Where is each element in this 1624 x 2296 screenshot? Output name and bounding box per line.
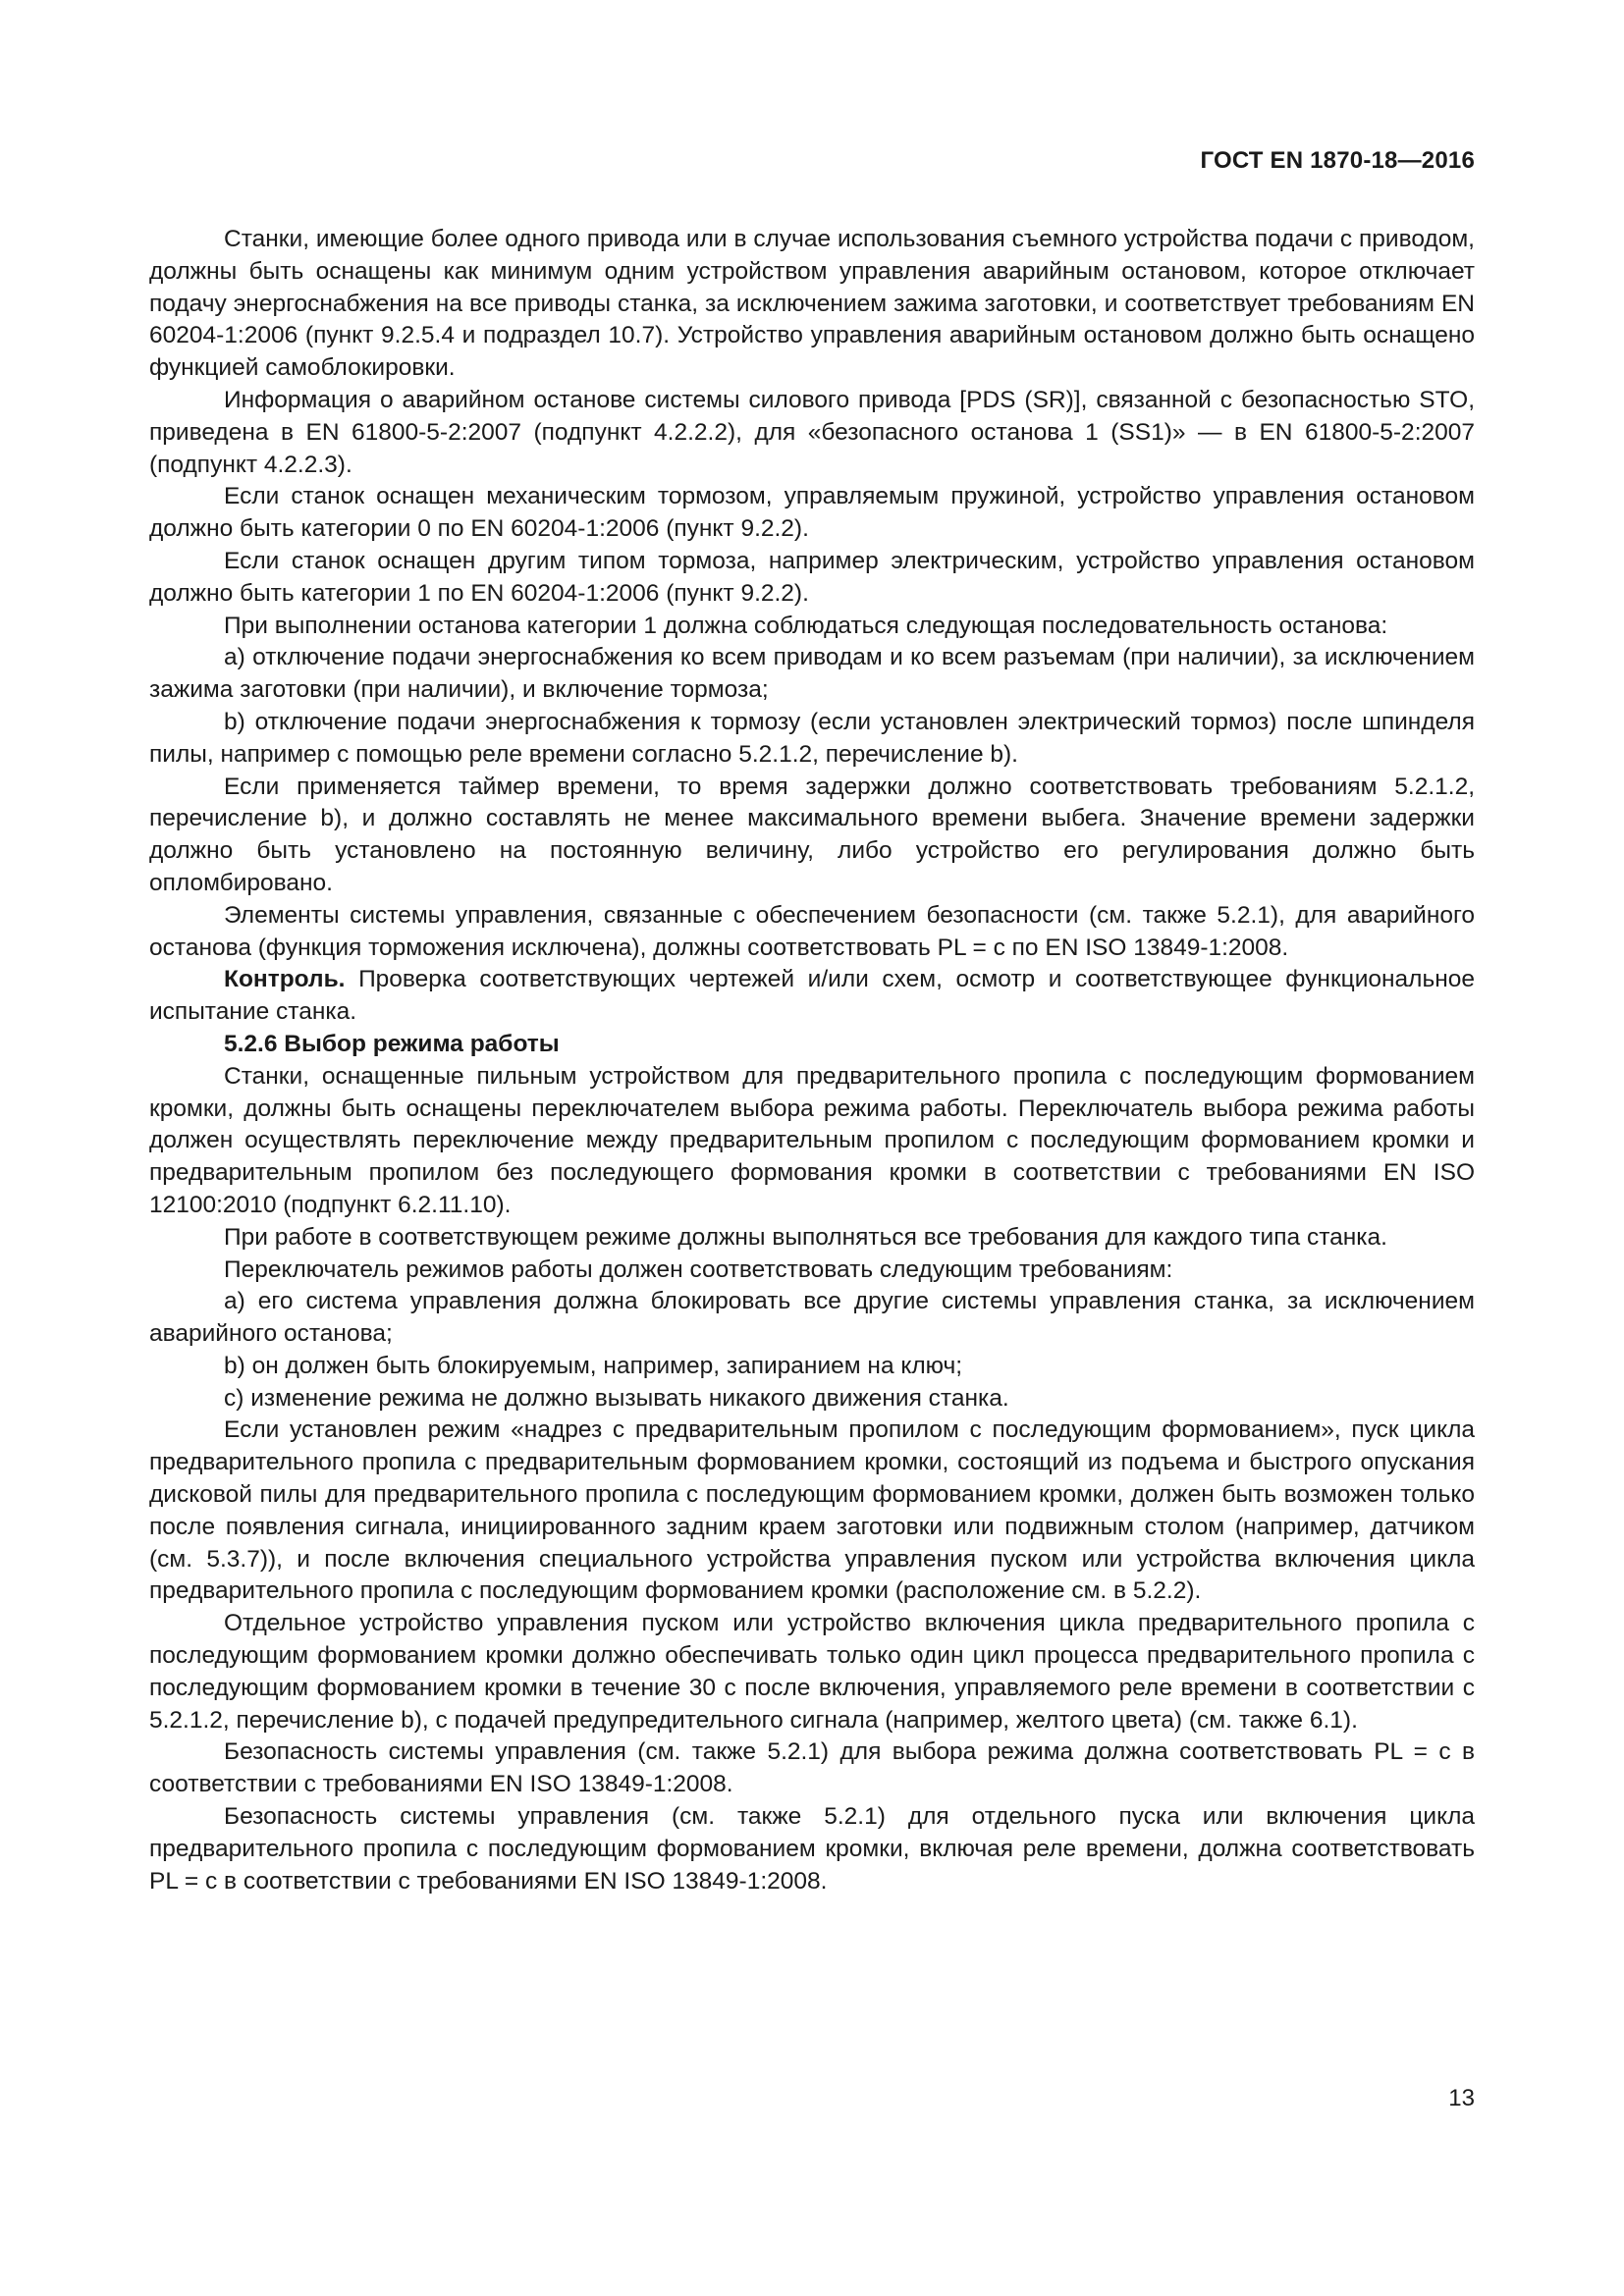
paragraph-pds-info: Информация о аварийном останове системы силового привода [PDS (SR)], связанной с безопасностью STO, приведена в EN 61800-5-2:2007 (подпункт 4.2.2.2), для «безопасного останова 1 (SS1)» — в EN 61800-5-2:2007 (подпункт 4.2.2.3). — [149, 386, 1475, 478]
page-number: 13 — [1448, 2085, 1475, 2111]
paragraph-safety-mode: Безопасность системы управления (см. также 5.2.1) для выбора режима должна соответствовать PL = c в соответствии с требованиями EN ISO 13849-1:2008. — [149, 1738, 1475, 1798]
paragraph-timer: Если применяется таймер времени, то время задержки должно соответствовать требованиям 5.2.1.2, перечисление b), и должно составлять не менее максимального времени выбега. Значение времени задержки должно быть установлено на постоянную величину, либо устройство его регулирования должно быть опломбировано. — [149, 773, 1475, 896]
document-header-code: ГОСТ EN 1870-18—2016 — [1200, 147, 1475, 174]
section-list-item-a: a) его система управления должна блокировать все другие системы управления станка, за исключением аварийного останова; — [149, 1288, 1475, 1348]
paragraph-safety-start: Безопасность системы управления (см. также 5.2.1) для отдельного пуска или включения цикла предварительного пропила с последующим формованием кромки, включая реле времени, должна соответствовать PL = c в соответствии с требованиями EN ISO 13849-1:2008. — [149, 1803, 1475, 1895]
verification-lead: Контроль. — [224, 966, 346, 993]
paragraph-electric-brake: Если станок оснащен другим типом тормоза, например электрическим, устройство управления остановом должно быть категории 1 по EN 60204-1:2006 (пункт 9.2.2). — [149, 547, 1475, 607]
section-list-item-b: b) он должен быть блокируемым, например, запиранием на ключ; — [224, 1352, 963, 1379]
paragraph-mode-requirements: При работе в соответствующем режиме должны выполняться все требования для каждого типа станка. — [224, 1223, 1387, 1251]
list-item-b: b) отключение подачи энергоснабжения к тормозу (если установлен электрический тормоз) после шпинделя пилы, например с помощью реле времени согласно 5.2.1.2, перечисление b). — [149, 708, 1475, 768]
verification-text: Проверка соответствующих чертежей и/или схем, осмотр и соответствующее функциональное испытание станка. — [149, 966, 1475, 1026]
paragraph-switch-requirements: Переключатель режимов работы должен соответствовать следующим требованиям: — [224, 1255, 1173, 1283]
paragraph-stop-sequence: При выполнении останова категории 1 должна соблюдаться следующая последовательность останова: — [224, 612, 1388, 639]
paragraph-mode-switch: Станки, оснащенные пильным устройством для предварительного пропила с последующим формованием кромки, должны быть оснащены переключателем выбора режима работы. Переключатель выбора режима работы должен осуществлять переключение между предварительным пропилом с последующим формованием кромки и предварительным пропилом без последующего формования кромки в соответствии с требованиями EN ISO 12100:2010 (подпункт 6.2.11.10). — [149, 1062, 1475, 1218]
paragraph-mechanical-brake: Если станок оснащен механическим тормозом, управляемым пружиной, устройство управления остановом должно быть категории 0 по EN 60204-1:2006 (пункт 9.2.2). — [149, 483, 1475, 543]
paragraph-cycle-start: Если установлен режим «надрез с предварительным пропилом с последующим формованием», пуск цикла предварительного пропила с предварительным формованием кромки, состоящий из подъема и быстрого опускания дисковой пилы для предварительного пропила с последующим формованием кромки, должен быть возможен только после появления сигнала, инициированного задним краем заготовки или подвижным столом (например, датчиком (см. 5.3.7)), и после включения специального устройства управления пуском или устройства включения цикла предварительного пропила с последующим формованием кромки (расположение см. в 5.2.2). — [149, 1416, 1475, 1605]
document-body — [149, 224, 1475, 1897]
section-list-item-c: c) изменение режима не должно вызывать никакого движения станка. — [224, 1384, 1009, 1412]
paragraph-control-elements: Элементы системы управления, связанные с обеспечением безопасности (см. также 5.2.1), для аварийного останова (функция торможения исключена), должны соответствовать PL = c по EN ISO 13849-1:2008. — [149, 901, 1475, 961]
paragraph-emergency-stop: Станки, имеющие более одного привода или в случае использования съемного устройства подачи с приводом, должны быть оснащены как минимум одним устройством управления аварийным остановом, которое отключает подачу энергоснабжения на все приводы станка, за исключением зажима заготовки, и соответствует требованиям EN 60204-1:2006 (пункт 9.2.5.4 и подраздел 10.7). Устройство управления аварийным остановом должно быть оснащено функцией самоблокировки. — [149, 226, 1475, 382]
section-heading: 5.2.6 Выбор режима работы — [224, 1030, 560, 1057]
list-item-a: a) отключение подачи энергоснабжения ко всем приводам и ко всем разъемам (при наличии), за исключением зажима заготовки (при наличии), и включение тормоза; — [149, 644, 1475, 704]
paragraph-verification — [149, 964, 1475, 1029]
paragraph-single-cycle: Отдельное устройство управления пуском или устройство включения цикла предварительного пропила с последующим формованием кромки должно обеспечивать только один цикл процесса предварительного пропила с последующим формованием кромки в течение 30 с после включения, управляемого реле времени в соответствии с 5.2.1.2, перечисление b), с подачей предупредительного сигнала (например, желтого цвета) (см. также 6.1). — [149, 1610, 1475, 1734]
